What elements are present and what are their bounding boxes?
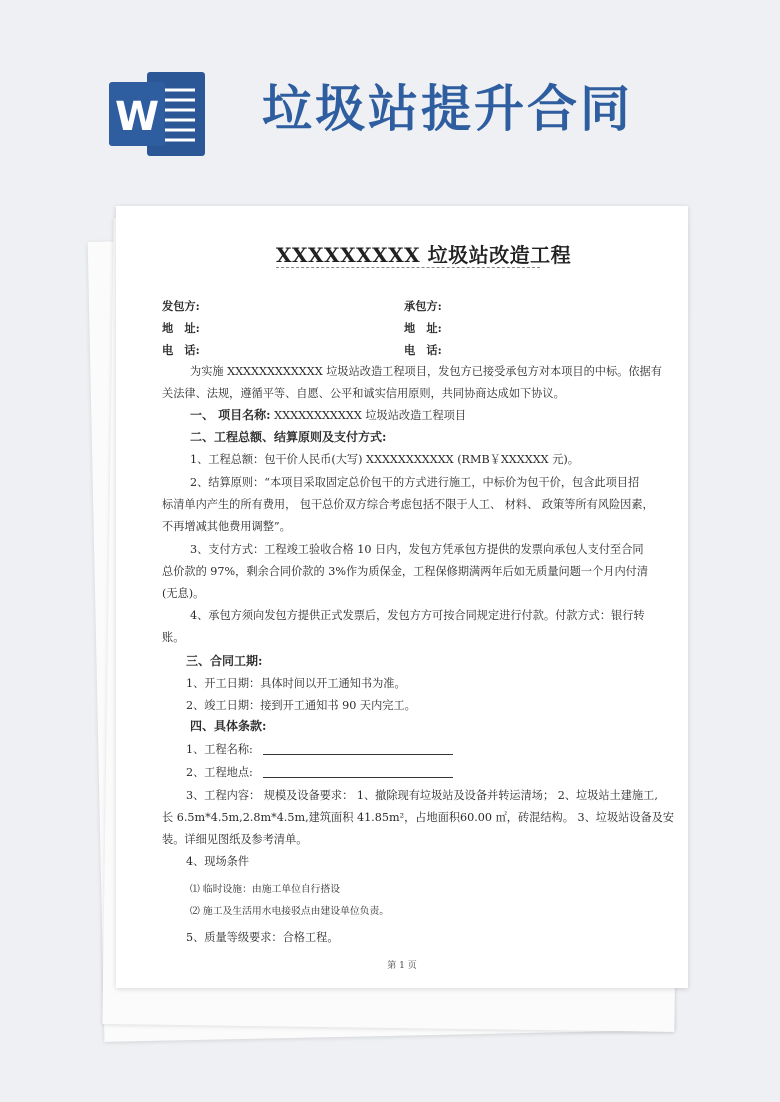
word-icon xyxy=(107,68,209,160)
address-label-a: 地 址: xyxy=(162,321,200,335)
paragraph-line: 总价款的 97%，剩余合同价款的 3%作为质保金，工程保修期满两年后如无质量问题一个月内付清 xyxy=(162,565,649,578)
document-title: XXXXXXXXX 垃圾站改造工程 xyxy=(276,243,572,267)
party-b-label: 承包方: xyxy=(404,299,442,313)
intro-line: 关法律、法规，遵循平等、自愿、公平和诚实信用原则，共同协商达成如下协议。 xyxy=(162,387,565,400)
phone-label-a: 电 话: xyxy=(162,343,200,357)
party-a-label: 发包方: xyxy=(162,299,200,313)
paragraph-line: 标清单内产生的所有费用， 包干总价双方综合考虑包括不限于人工、 材料、 政策等所有风险因素， xyxy=(162,498,654,511)
section-3-heading: 三、合同工期: xyxy=(186,654,263,668)
intro-line: 为实施 XXXXXXXXXXXX 垃圾站改造工程项目，发包方已接受承包方对本项目的中标。依据有 xyxy=(190,365,662,378)
project-name-blank[interactable] xyxy=(263,742,453,755)
paragraph-line: 1、开工日期：具体时间以开工通知书为准。 xyxy=(186,677,406,690)
paragraph-line: 4、承包方须向发包方提供正式发票后，发包方方可按合同规定进行付款。付款方式：银行转 xyxy=(190,609,645,622)
project-location-blank[interactable] xyxy=(263,765,453,778)
paragraph-line: 账。 xyxy=(162,631,185,644)
project-location-label: 2、工程地点: xyxy=(186,766,253,779)
address-label-b: 地 址: xyxy=(404,321,442,335)
section-1 xyxy=(190,407,466,424)
title-underline xyxy=(276,267,540,268)
svg-text:W: W xyxy=(114,94,160,140)
paragraph-line: 2、竣工日期：接到开工通知书 90 天内完工。 xyxy=(186,699,416,712)
paragraph-line: 3、支付方式：工程竣工验收合格 10 日内，发包方凭承包方提供的发票向承包人支付至合同 xyxy=(190,543,644,556)
paragraph-line: 不再增减其他费用调整”。 xyxy=(162,520,291,533)
paragraph-line: 3、工程内容： 规模及设备要求： 1、撤除现有垃圾站及设备并转运清场； 2、垃圾站土建施工, xyxy=(186,789,658,802)
project-name-label: 1、工程名称: xyxy=(186,743,253,756)
phone-label-b: 电 话: xyxy=(404,343,442,357)
paragraph-line: 2、结算原则：“本项目采取固定总价包干的方式进行施工，中标价为包干价，包含此项目招 xyxy=(190,476,640,489)
banner-title: 垃圾站提升合同 xyxy=(262,80,633,138)
paragraph-line: 4、现场条件 xyxy=(186,855,250,868)
page-number: 第 1 页 xyxy=(387,961,417,971)
sub-item-line: ⑴ 临时设施：由施工单位自行搭设 xyxy=(190,884,341,895)
section-4-heading: 四、具体条款: xyxy=(190,719,267,733)
paragraph-line: 5、质量等级要求：合格工程。 xyxy=(186,931,339,944)
project-name-value: XXXXXXXXXXX 垃圾站改造工程项目 xyxy=(274,409,467,422)
paragraph-line: 装。详细见图纸及参考清单。 xyxy=(162,833,308,846)
banner xyxy=(0,0,780,200)
paragraph-line: 1、工程总额：包干价人民币(大写) XXXXXXXXXXX (RMB￥XXXXXX 元)。 xyxy=(190,453,579,466)
sub-item-line: ⑵ 施工及生活用水电接驳点由建设单位负责。 xyxy=(190,906,390,917)
paragraph-line: 长 6.5m*4.5m,2.8m*4.5m,建筑面积 41.85m²，占地面积60.00 ㎡，砖混结构。 3、垃圾站设备及安 xyxy=(162,811,675,824)
project-name-field xyxy=(186,742,453,758)
document-page xyxy=(116,206,688,988)
section-2-heading: 二、工程总额、结算原则及支付方式: xyxy=(190,430,387,444)
section-1-heading: 一、 项目名称: xyxy=(190,408,271,422)
project-location-field xyxy=(186,765,453,781)
paragraph-line: (无息)。 xyxy=(162,587,205,600)
